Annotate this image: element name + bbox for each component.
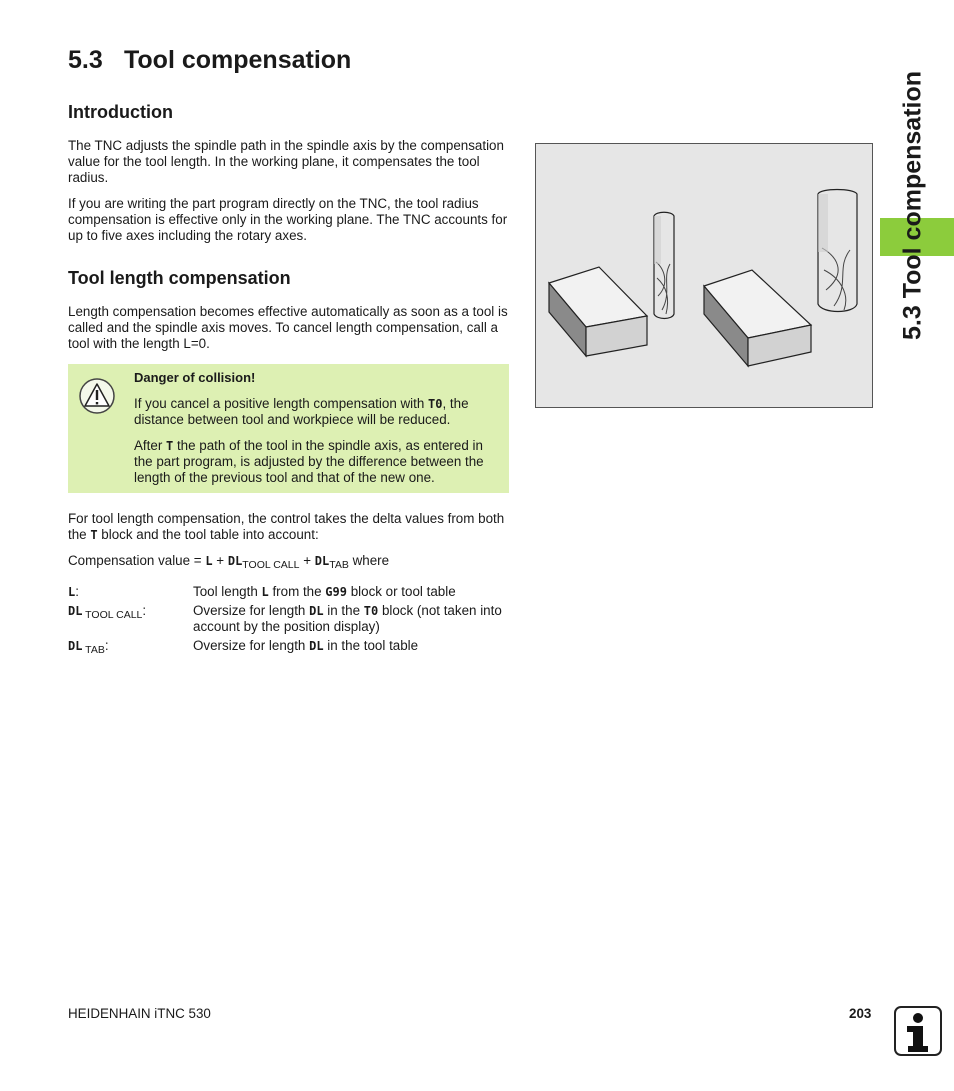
delta-values-paragraph: For tool length compensation, the control takes the delta values from both the T block and the tool table into account: bbox=[68, 511, 505, 542]
section-title: Tool compensation bbox=[124, 46, 352, 74]
definition-desc-dl-tool-call: Oversize for length DL in the T0 block (not taken into account by the position display) bbox=[193, 603, 502, 634]
page-number: 203 bbox=[849, 1006, 872, 1021]
footer-manual-name: HEIDENHAIN iTNC 530 bbox=[68, 1006, 211, 1021]
side-tab-label: 5.3 Tool compensation bbox=[898, 70, 927, 340]
length-comp-paragraph: Length compensation becomes effective automatically as soon as a tool is called and the spindle axis moves. To cancel length compensation, call a tool with the length L=0. bbox=[68, 304, 508, 351]
intro-paragraph-2: If you are writing the part program directly on the TNC, the tool radius compensation is effective only in the working plane. The TNC accounts for up to five axes including the rotary axes. bbox=[68, 196, 508, 243]
tool-length-figure bbox=[535, 143, 873, 408]
figure-illustration bbox=[536, 144, 872, 407]
definition-desc-dl-tab: Oversize for length DL in the tool table bbox=[193, 638, 419, 653]
warning-title: Danger of collision! bbox=[134, 370, 256, 385]
compensation-formula: Compensation value = $L + DL_{TOOL CALL} + DL_{TAB}$ where bbox=[68, 553, 390, 571]
definition-term-l: L: bbox=[68, 584, 79, 599]
intro-heading: Introduction bbox=[68, 102, 173, 122]
warning-paragraph-2: After T the path of the tool in the spindle axis, as entered in the part program, is adjusted by the difference between the length of the previous tool and that of the new one. bbox=[134, 438, 484, 485]
definition-desc-l: Tool length L from the G99 block or tool table bbox=[193, 584, 456, 599]
definition-term-dl-tool-call: DL $_{TOOL CALL}$: bbox=[68, 603, 147, 621]
warning-paragraph-1: If you cancel a positive length compensation with T0, the distance between tool and workpiece will be reduced. bbox=[134, 396, 469, 427]
intro-paragraph-1: The TNC adjusts the spindle path in the spindle axis by the compensation value for the tool length. In the working plane, it compensates the tool radius. bbox=[68, 138, 504, 185]
length-comp-heading: Tool length compensation bbox=[68, 268, 291, 288]
page-title bbox=[68, 46, 351, 75]
warning-triangle-icon bbox=[78, 377, 116, 415]
info-icon bbox=[893, 1005, 943, 1057]
section-number: 5.3 bbox=[68, 46, 103, 74]
definition-term-dl-tab: DL $_{TAB}$: bbox=[68, 638, 109, 656]
